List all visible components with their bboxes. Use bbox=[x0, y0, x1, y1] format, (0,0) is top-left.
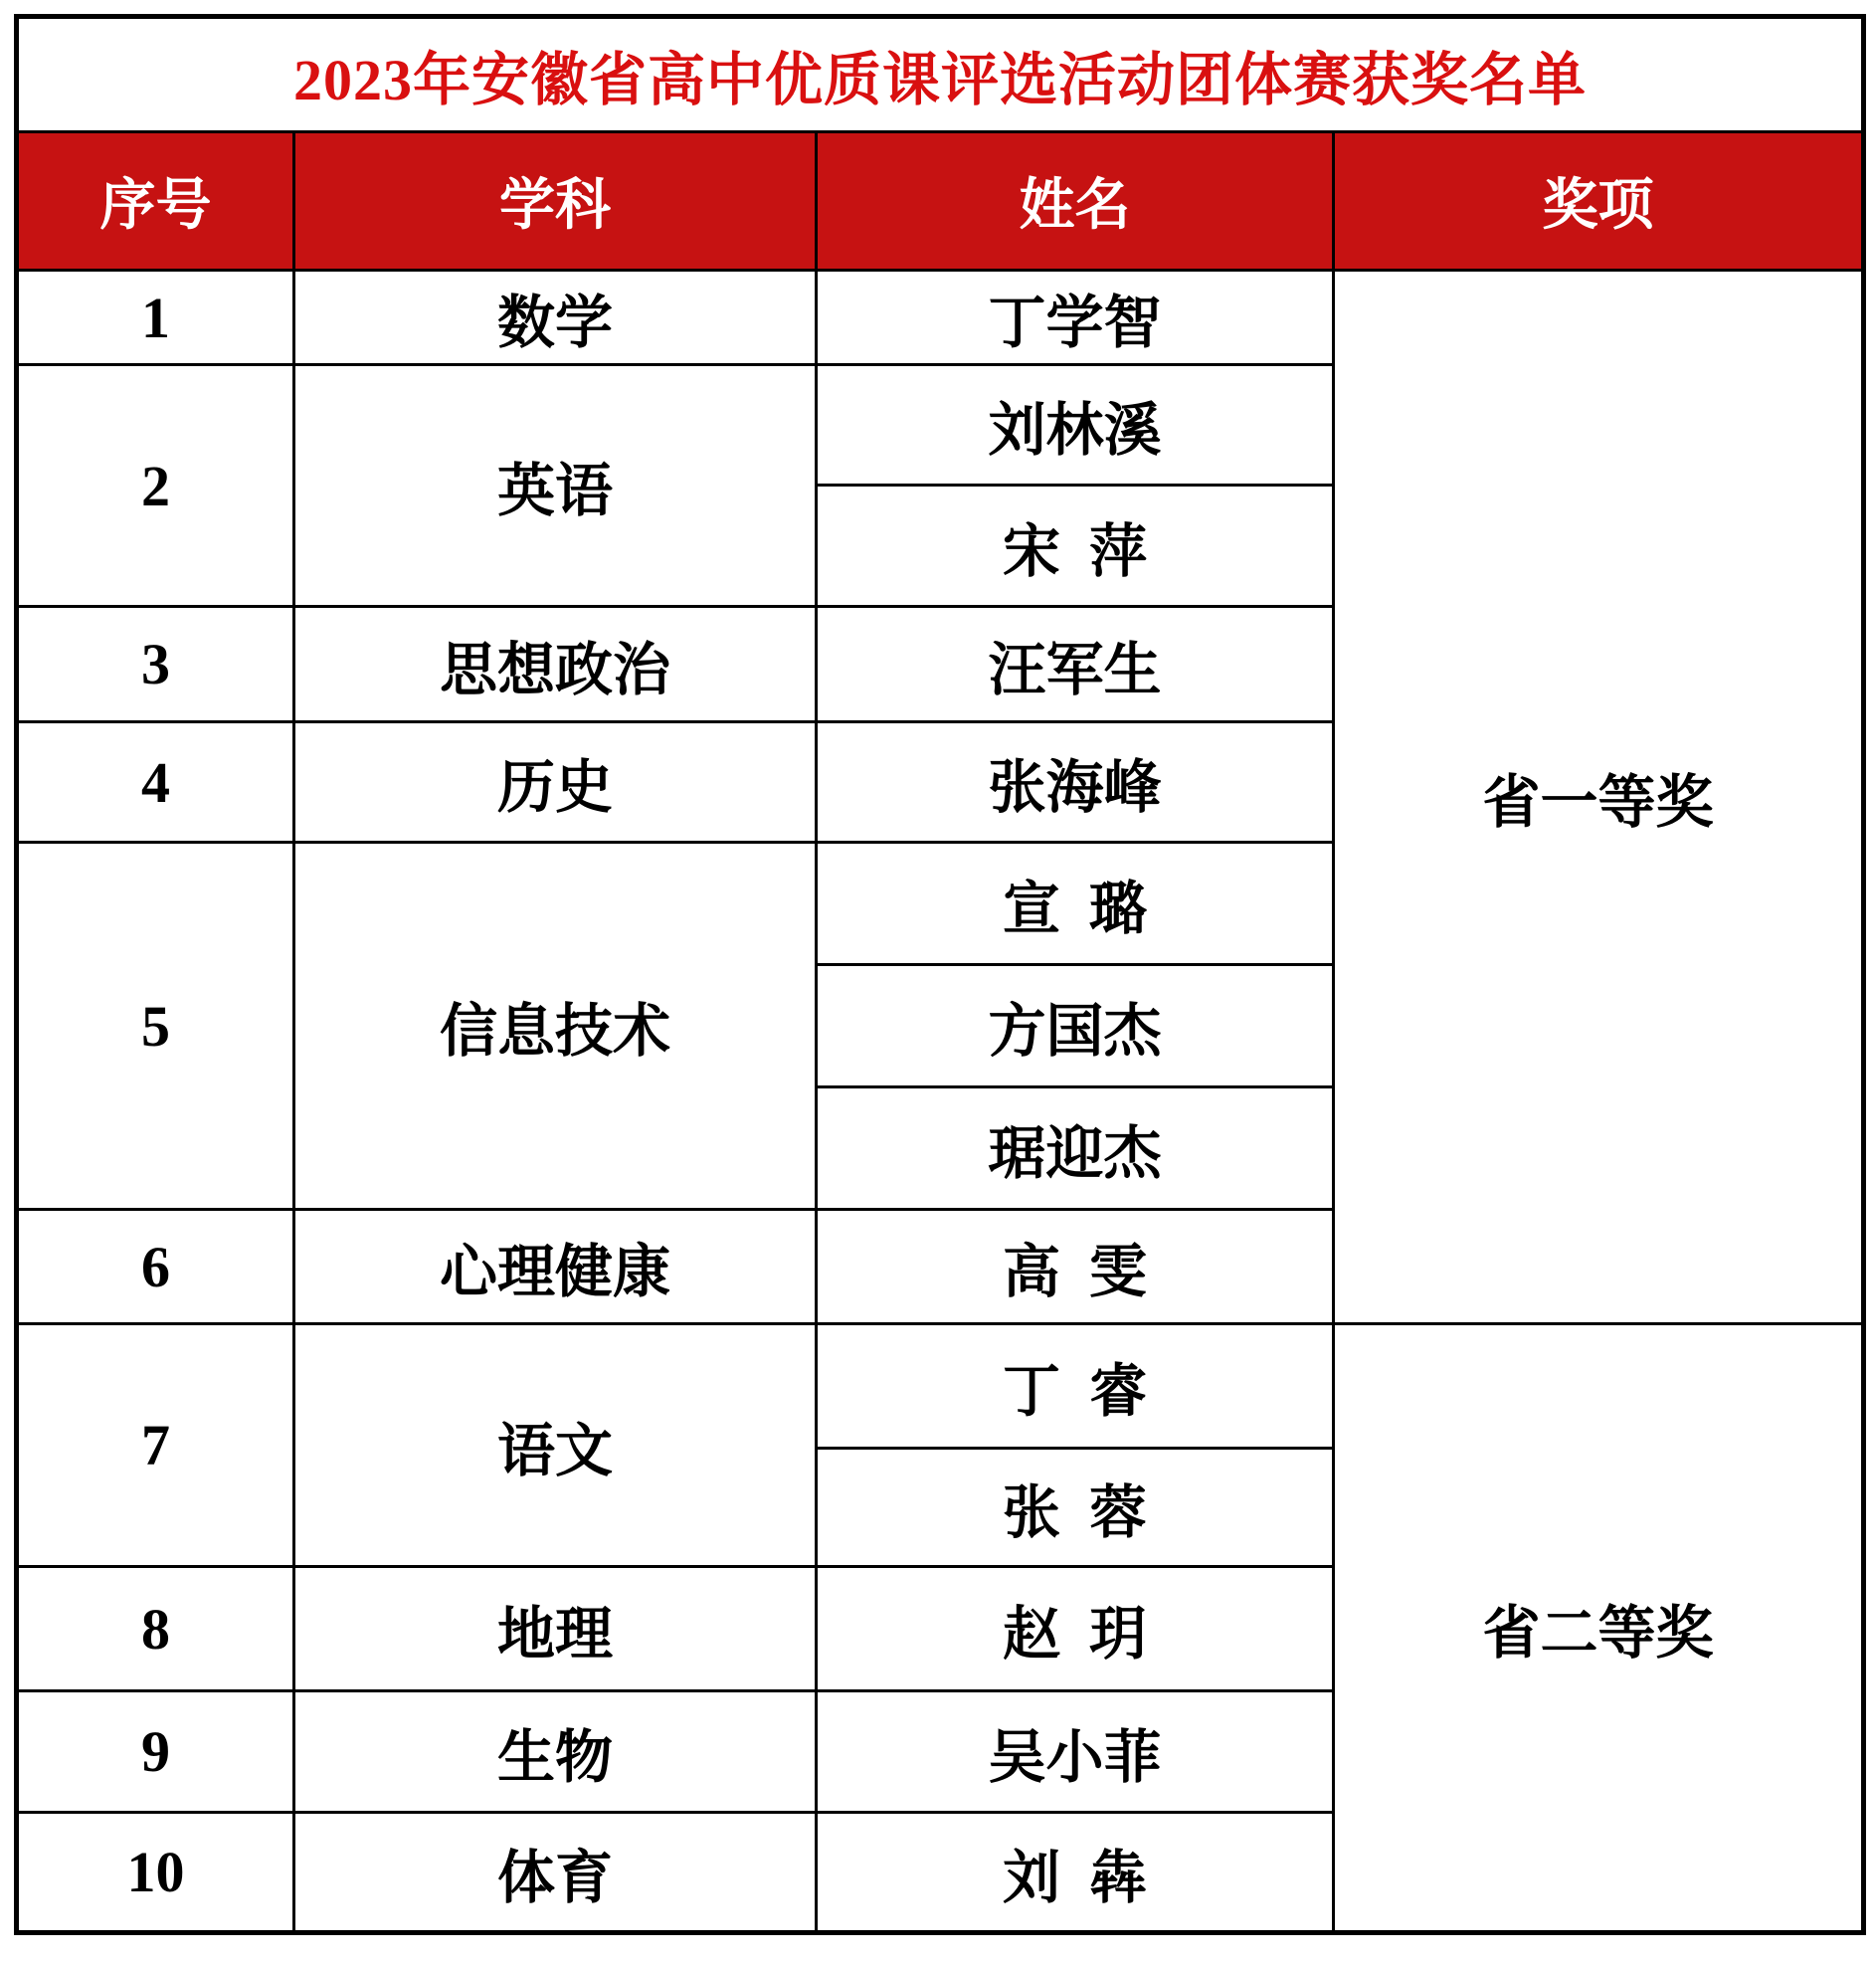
cell-name: 丁学智 bbox=[817, 271, 1334, 365]
cell-name: 宣 璐 bbox=[817, 843, 1334, 965]
cell-name: 琚迎杰 bbox=[817, 1087, 1334, 1210]
cell-no: 4 bbox=[17, 722, 294, 843]
cell-name: 汪军生 bbox=[817, 607, 1334, 722]
header-row bbox=[17, 132, 1864, 271]
cell-subject: 心理健康 bbox=[294, 1210, 817, 1324]
table-row bbox=[17, 271, 1864, 365]
cell-no: 10 bbox=[17, 1813, 294, 1933]
cell-subject: 体育 bbox=[294, 1813, 817, 1933]
cell-name: 高 雯 bbox=[817, 1210, 1334, 1324]
cell-name: 吴小菲 bbox=[817, 1691, 1334, 1813]
cell-award-first: 省一等奖 bbox=[1334, 271, 1864, 1324]
cell-no: 7 bbox=[17, 1324, 294, 1567]
cell-no: 3 bbox=[17, 607, 294, 722]
cell-subject: 英语 bbox=[294, 365, 817, 607]
cell-award-second: 省二等奖 bbox=[1334, 1324, 1864, 1933]
cell-no: 2 bbox=[17, 365, 294, 607]
cell-name: 张 蓉 bbox=[817, 1449, 1334, 1567]
cell-subject: 生物 bbox=[294, 1691, 817, 1813]
page-title: 2023年安徽省高中优质课评选活动团体赛获奖名单 bbox=[17, 17, 1864, 132]
cell-no: 5 bbox=[17, 843, 294, 1210]
cell-subject: 思想政治 bbox=[294, 607, 817, 722]
column-header-name: 姓名 bbox=[817, 132, 1334, 271]
cell-no: 9 bbox=[17, 1691, 294, 1813]
cell-subject: 信息技术 bbox=[294, 843, 817, 1210]
awards-table bbox=[14, 14, 1866, 1935]
cell-no: 1 bbox=[17, 271, 294, 365]
cell-name: 刘林溪 bbox=[817, 365, 1334, 486]
cell-name: 张海峰 bbox=[817, 722, 1334, 843]
cell-name: 赵 玥 bbox=[817, 1567, 1334, 1691]
cell-subject: 数学 bbox=[294, 271, 817, 365]
cell-subject: 语文 bbox=[294, 1324, 817, 1567]
column-header-award: 奖项 bbox=[1334, 132, 1864, 271]
column-header-no: 序号 bbox=[17, 132, 294, 271]
cell-subject: 地理 bbox=[294, 1567, 817, 1691]
cell-no: 8 bbox=[17, 1567, 294, 1691]
cell-subject: 历史 bbox=[294, 722, 817, 843]
cell-name: 宋 萍 bbox=[817, 486, 1334, 607]
cell-name: 丁 睿 bbox=[817, 1324, 1334, 1449]
table-row bbox=[17, 1324, 1864, 1449]
column-header-subject: 学科 bbox=[294, 132, 817, 271]
title-row bbox=[17, 17, 1864, 132]
cell-name: 刘 犇 bbox=[817, 1813, 1334, 1933]
cell-name: 方国杰 bbox=[817, 965, 1334, 1087]
cell-no: 6 bbox=[17, 1210, 294, 1324]
